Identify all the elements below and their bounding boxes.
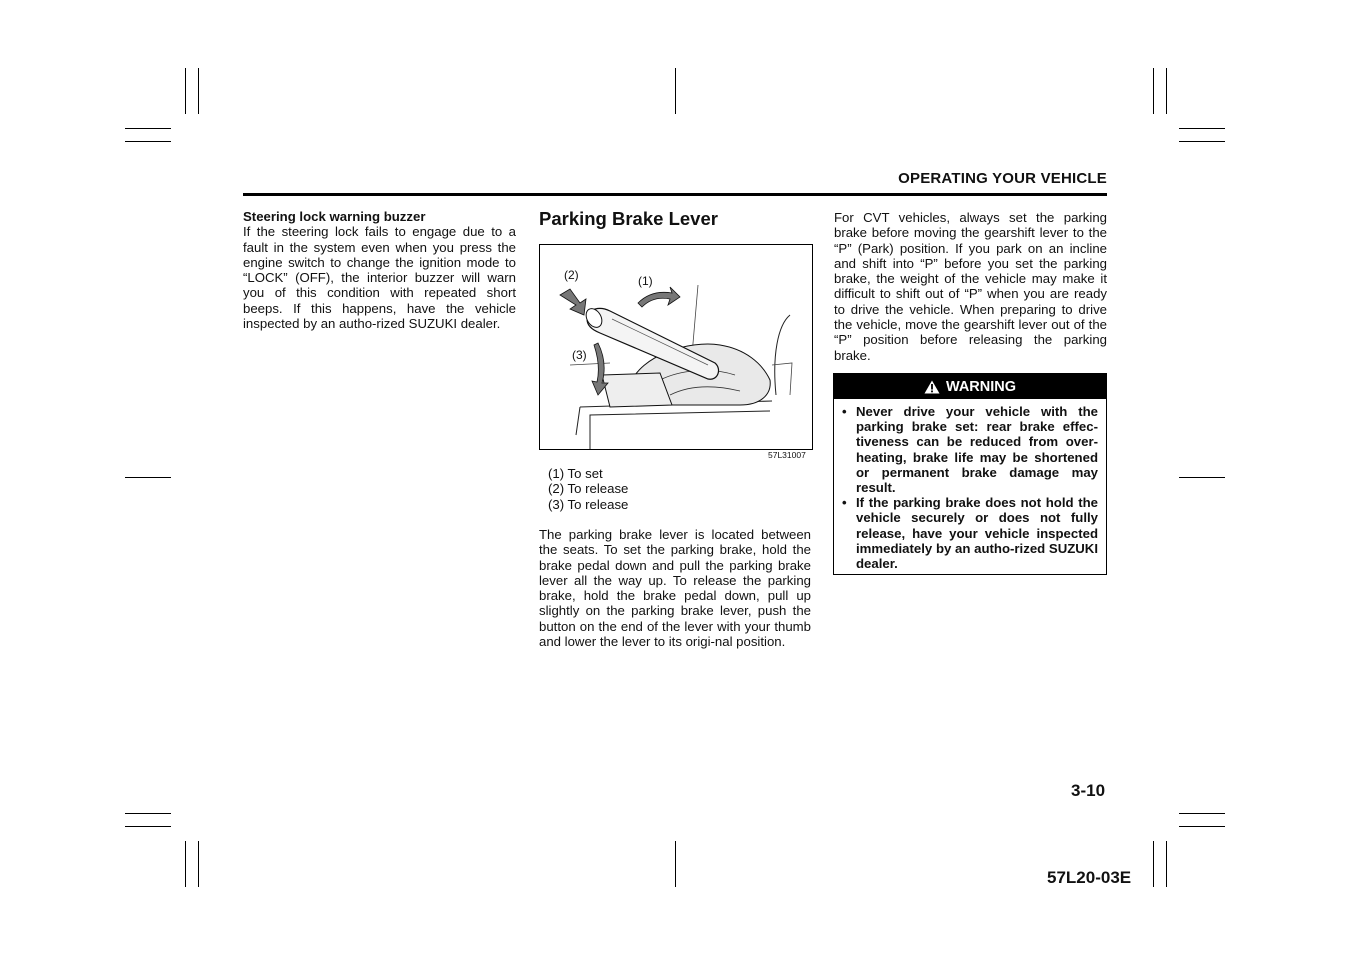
figure-label-3: (3) xyxy=(572,348,587,362)
parking-brake-title: Parking Brake Lever xyxy=(539,208,718,229)
left-column xyxy=(243,209,516,331)
warning-label: WARNING xyxy=(945,378,1017,395)
parking-brake-illustration xyxy=(540,245,812,449)
steering-lock-heading: Steering lock warning buzzer xyxy=(243,209,426,224)
bullet-icon: • xyxy=(842,495,847,511)
warning-item: • If the parking brake does not hold the vehicle securely or does not fully release, have your vehicle inspected immediately by an autho-rized SUZUKI dealer. xyxy=(842,495,1098,572)
parking-brake-body: The parking brake lever is located between the seats. To set the parking brake, hold the brake pedal down and pull the parking brake lever all the way up. To release the parking brake, hold the brake pedal down, pull up slightly on the parking brake lever, push the button on the end of the lever with your thumb and lower the lever to its origi-nal position. xyxy=(539,527,811,650)
parking-brake-figure xyxy=(539,244,813,450)
warning-box xyxy=(833,373,1107,575)
warning-item: • Never drive your vehicle with the parking brake set: rear brake effec-tiveness can be reduced from over-heating, brake life may be shortened or permanent brake damage may result. xyxy=(842,404,1098,496)
section-title: OPERATING YOUR VEHICLE xyxy=(898,170,1107,187)
bullet-icon: • xyxy=(842,404,847,419)
steering-lock-body: If the steering lock fails to engage due to a fault in the system even when you press the engine switch to change the ignition mode to “LOCK” (OFF), the interior buzzer will warn you of this condition with repeated short beeps. If this happens, have the vehicle inspected by an autho-rized SUZUKI dealer. xyxy=(243,224,516,332)
caption-1: (1) To set xyxy=(548,466,603,481)
caption-2: (2) To release xyxy=(548,481,629,497)
figure-captions xyxy=(548,466,628,512)
warning-list xyxy=(834,399,1106,571)
caption-3: (3) To release xyxy=(548,496,629,512)
figure-label-2: (2) xyxy=(564,268,579,282)
warning-triangle-icon xyxy=(924,380,940,394)
page-number: 3-10 xyxy=(1071,781,1106,800)
header-rule xyxy=(243,193,1107,196)
document-code: 57L20-03E xyxy=(1047,868,1132,887)
figure-code: 57L31007 xyxy=(768,450,806,460)
warning-header xyxy=(834,374,1106,399)
figure-label-1: (1) xyxy=(638,274,653,288)
cvt-body: For CVT vehicles, always set the parking brake before moving the gearshift lever to the “P” (Park) position. If you park on an incline and shift into “P” before you set the parking brake, the weight of the vehicle may make it difficult to shift out of “P” when you are ready to drive the vehicle. When preparing to drive the vehicle, move the gearshift lever out of the “P” position before releasing the parking brake. xyxy=(834,210,1107,363)
